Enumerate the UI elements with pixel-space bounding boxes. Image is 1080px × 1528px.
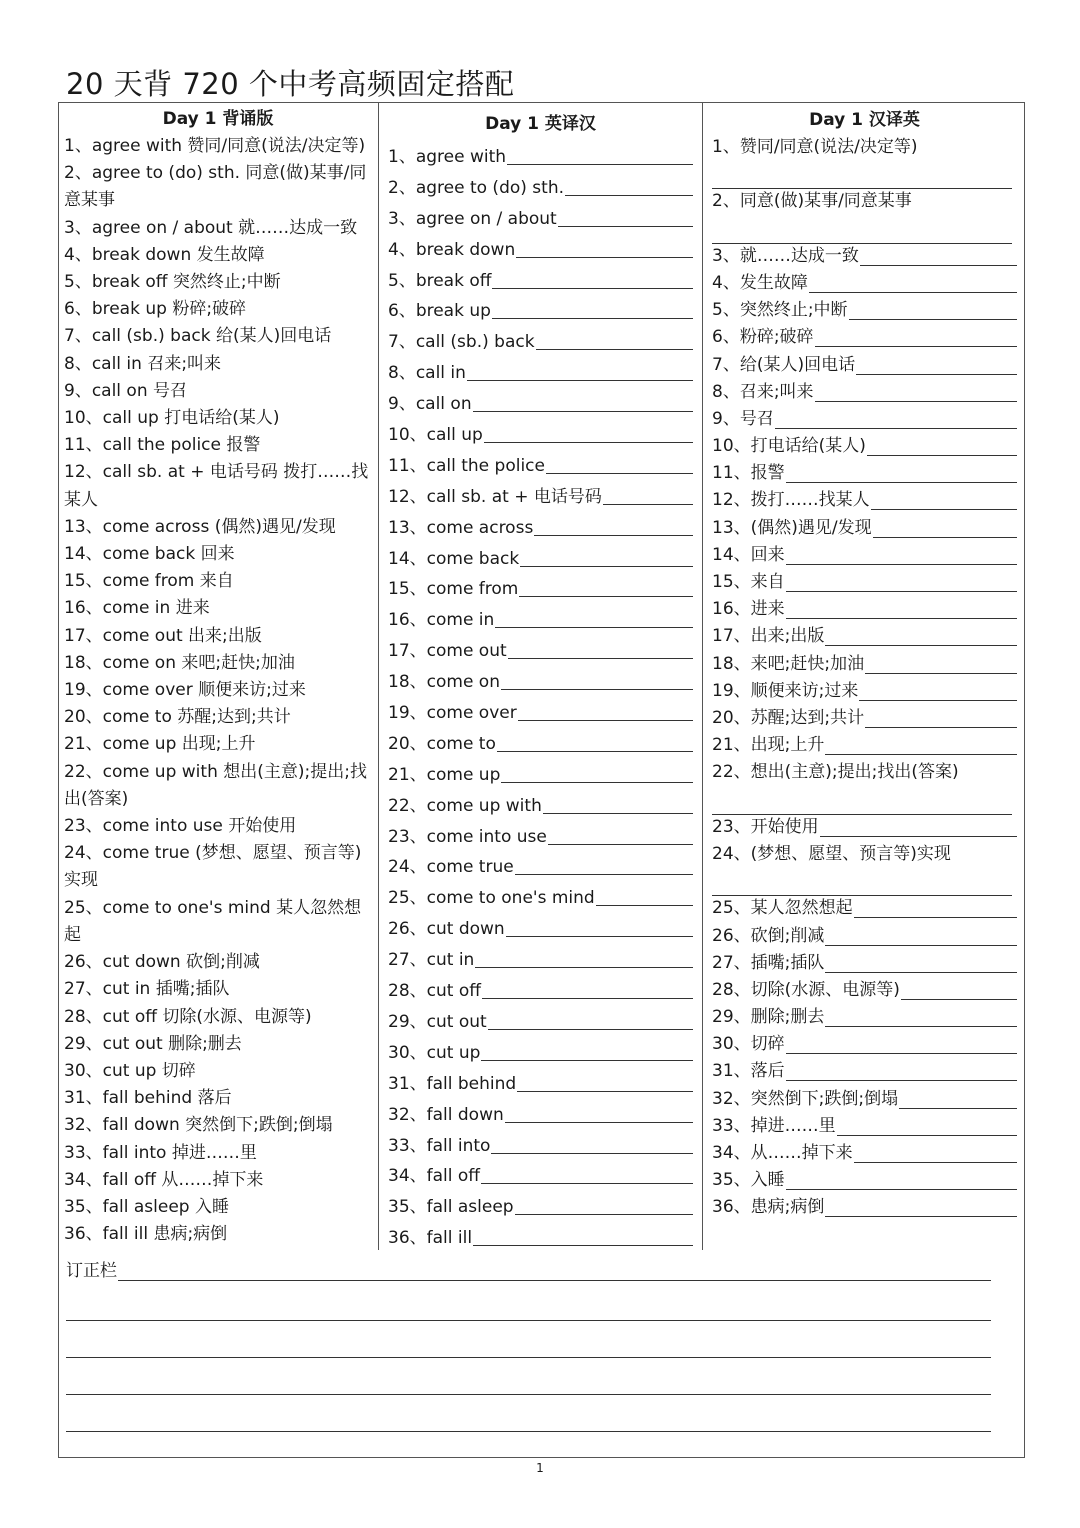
exercise-item (388, 791, 693, 822)
exercise-prompt: 3、agree on / about (388, 208, 557, 229)
exercise-prompt: 9、call on (388, 394, 472, 415)
exercise-item (712, 678, 1017, 705)
answer-blank[interactable] (712, 789, 1012, 815)
phrase-item: 32、fall down 突然倒下;跌倒;倒塌 (64, 1115, 333, 1136)
answer-blank[interactable] (515, 1192, 693, 1215)
phrase-item: 6、break up 粉碎;破碎 (64, 299, 247, 320)
page-number: 1 (536, 1461, 544, 1475)
exercise-item (712, 950, 1017, 977)
exercise-item (388, 1131, 693, 1162)
exercise-prompt: 36、fall ill (388, 1228, 473, 1249)
answer-blank[interactable] (825, 923, 1017, 946)
exercise-prompt: 19、come over (388, 703, 517, 724)
answer-blank[interactable] (825, 1194, 1017, 1217)
exercise-item (712, 1140, 1017, 1167)
answer-blank[interactable] (548, 822, 693, 845)
exercise-prompt: 29、删除;删去 (712, 1007, 825, 1028)
exercise-item (388, 513, 693, 544)
exercise-prompt: 28、切除(水源、电源等) (712, 979, 900, 1000)
exercise-prompt: 2、agree to (do) sth. (388, 177, 564, 198)
exercise-item (712, 1004, 1017, 1031)
phrase-item: 27、cut in 插嘴;插队 (64, 979, 230, 1000)
exercise-prompt: 12、call sb. at + 电话号码 (388, 486, 602, 507)
answer-blank[interactable] (501, 667, 693, 690)
exercise-item (712, 1167, 1017, 1194)
exercise-prompt: 5、突然终止;中断 (712, 300, 848, 321)
exercise-prompt: 13、(偶然)遇见/发现 (712, 517, 872, 538)
answer-blank[interactable] (856, 352, 1017, 375)
correction-blank[interactable] (66, 1284, 991, 1321)
column-heading: Day 1 汉译英 (809, 110, 920, 130)
exercise-item (388, 667, 693, 698)
exercise-item (388, 636, 693, 667)
answer-blank[interactable] (505, 1100, 693, 1123)
exercise-item (712, 324, 1017, 351)
exercise-prompt: 32、突然倒下;跌倒;倒塌 (712, 1088, 899, 1109)
exercise-item (712, 596, 1017, 623)
correction-section (66, 1258, 991, 1432)
exercise-item (388, 729, 693, 760)
answer-blank[interactable] (481, 1038, 693, 1061)
exercise-prompt: 5、break off (388, 270, 492, 291)
exercise-prompt: 7、call (sb.) back (388, 332, 535, 353)
answer-blank[interactable] (786, 1058, 1017, 1081)
exercise-prompt: 10、call up (388, 425, 483, 446)
answer-blank[interactable] (786, 542, 1017, 565)
exercise-item (712, 487, 1017, 514)
answer-blank[interactable] (491, 1131, 693, 1154)
exercise-item (712, 460, 1017, 487)
exercise-prompt: 23、开始使用 (712, 816, 819, 837)
exercise-prompt: 26、cut down (388, 919, 505, 940)
exercise-prompt: 25、某人忽然想起 (712, 898, 853, 919)
exercise-item (388, 883, 693, 914)
answer-blank[interactable] (492, 296, 693, 319)
phrase-item: 34、fall off 从……掉下来 (64, 1169, 264, 1190)
answer-blank[interactable] (536, 327, 693, 350)
phrase-item: 21、come up 出现;上升 (64, 734, 256, 755)
answer-blank[interactable] (825, 1004, 1017, 1027)
exercise-prompt: 17、出来;出版 (712, 626, 825, 647)
answer-blank[interactable] (482, 976, 693, 999)
exercise-prompt: 23、come into use (388, 826, 547, 847)
exercise-prompt: 33、fall into (388, 1135, 491, 1156)
answer-blank[interactable] (519, 574, 693, 597)
exercise-item (712, 732, 1017, 759)
exercise-item (712, 841, 1017, 895)
exercise-item (712, 1058, 1017, 1085)
answer-blank[interactable] (825, 732, 1017, 755)
answer-blank[interactable] (492, 266, 693, 289)
answer-blank[interactable] (467, 358, 693, 381)
exercise-item (388, 142, 693, 173)
exercise-item (712, 651, 1017, 678)
exercise-prompt: 8、call in (388, 363, 466, 384)
answer-blank[interactable] (515, 852, 693, 875)
answer-blank[interactable] (820, 814, 1017, 837)
exercise-item (388, 235, 693, 266)
answer-blank[interactable] (543, 791, 693, 814)
phrase-item: 31、fall behind 落后 (64, 1088, 232, 1109)
exercise-prompt: 3、就……达成一致 (712, 245, 859, 266)
phrase-item: 8、call in 召来;叫来 (64, 353, 222, 374)
answer-blank[interactable] (546, 451, 693, 474)
answer-blank[interactable] (899, 1086, 1017, 1109)
exercise-item (388, 266, 693, 297)
answer-blank[interactable] (481, 1161, 693, 1184)
exercise-item (712, 759, 1017, 813)
exercise-prompt: 11、call the police (388, 455, 545, 476)
exercise-item (712, 243, 1017, 270)
exercise-prompt: 24、(梦想、愿望、预言等)实现 (712, 843, 951, 864)
exercise-prompt: 20、苏醒;达到;共计 (712, 707, 865, 728)
column-heading: Day 1 英译汉 (485, 114, 596, 134)
exercise-item (712, 977, 1017, 1004)
exercise-item (712, 188, 1017, 242)
answer-blank[interactable] (712, 870, 1012, 896)
phrase-item: 5、break off 突然终止;中断 (64, 272, 281, 293)
answer-blank[interactable] (516, 235, 693, 258)
exercise-item (388, 327, 693, 358)
phrase-item: 23、come into use 开始使用 (64, 816, 297, 837)
exercise-item (388, 976, 693, 1007)
exercise-item (388, 945, 693, 976)
answer-blank[interactable] (837, 1113, 1017, 1136)
phrase-item: 35、fall asleep 入睡 (64, 1196, 229, 1217)
answer-blank[interactable] (867, 433, 1017, 456)
exercise-prompt: 21、出现;上升 (712, 735, 825, 756)
answer-blank[interactable] (475, 945, 693, 968)
exercise-item (388, 1223, 693, 1254)
phrase-item: 26、cut down 砍倒;削减 (64, 952, 260, 973)
exercise-item (388, 389, 693, 420)
exercise-prompt: 1、赞同/同意(说法/决定等) (712, 137, 918, 157)
answer-blank[interactable] (495, 605, 693, 628)
exercise-item (388, 914, 693, 945)
exercise-prompt: 26、砍倒;削减 (712, 925, 825, 946)
answer-blank[interactable] (775, 406, 1017, 429)
phrase-item: 15、come from 来自 (64, 571, 234, 592)
exercise-prompt: 7、给(某人)回电话 (712, 354, 856, 375)
answer-blank[interactable] (859, 678, 1017, 701)
correction-blank[interactable] (66, 1395, 991, 1432)
answer-blank[interactable] (518, 698, 693, 721)
phrase-item: 13、come across (偶然)遇见/发现 (64, 516, 336, 537)
exercise-item (388, 822, 693, 853)
answer-blank[interactable] (558, 204, 693, 227)
answer-blank[interactable] (534, 513, 693, 536)
exercise-item (712, 352, 1017, 379)
answer-blank[interactable] (596, 883, 693, 906)
phrase-item: 28、cut off 切除(水源、电源等) (64, 1006, 312, 1027)
exercise-item (712, 623, 1017, 650)
answer-blank[interactable] (507, 142, 693, 165)
exercise-prompt: 6、粉碎;破碎 (712, 327, 814, 348)
phrase-item: 18、come on 来吧;赶快;加油 (64, 652, 295, 673)
exercise-item (388, 574, 693, 605)
answer-blank[interactable] (473, 1223, 693, 1246)
exercise-item (388, 698, 693, 729)
answer-blank[interactable] (520, 544, 693, 567)
phrase-item: 7、call (sb.) back 给(某人)回电话 (64, 326, 332, 347)
answer-blank[interactable] (508, 636, 693, 659)
exercise-prompt: 30、切碎 (712, 1034, 785, 1055)
answer-blank[interactable] (497, 729, 693, 752)
correction-label: 订正栏 (66, 1261, 117, 1281)
answer-blank[interactable] (484, 420, 693, 443)
answer-blank[interactable] (873, 515, 1017, 538)
exercise-prompt: 4、break down (388, 239, 516, 260)
exercise-item (388, 204, 693, 235)
exercise-item (712, 705, 1017, 732)
exercise-prompt: 10、打电话给(某人) (712, 436, 866, 457)
exercise-item (388, 1007, 693, 1038)
exercise-item (388, 760, 693, 791)
exercise-prompt: 14、回来 (712, 544, 785, 565)
exercise-prompt: 31、落后 (712, 1061, 785, 1082)
exercise-prompt: 17、come out (388, 641, 507, 662)
en-to-zh-list (388, 142, 693, 1254)
exercise-prompt: 9、号召 (712, 408, 774, 429)
answer-blank[interactable] (712, 218, 1012, 244)
exercise-item (712, 1031, 1017, 1058)
answer-blank[interactable] (488, 1007, 693, 1030)
exercise-item (388, 296, 693, 327)
exercise-item (388, 1100, 693, 1131)
exercise-item (712, 1086, 1017, 1113)
correction-blank[interactable] (66, 1358, 991, 1395)
exercise-prompt: 34、fall off (388, 1166, 480, 1187)
exercise-prompt: 30、cut up (388, 1042, 481, 1063)
exercise-prompt: 28、cut off (388, 981, 481, 1002)
answer-blank[interactable] (473, 389, 693, 412)
correction-blank[interactable] (66, 1321, 991, 1358)
exercise-prompt: 32、fall down (388, 1104, 504, 1125)
phrase-item: 11、call the police 报警 (64, 435, 261, 456)
exercise-item (388, 173, 693, 204)
answer-blank[interactable] (786, 569, 1017, 592)
exercise-prompt: 6、break up (388, 301, 491, 322)
answer-blank[interactable] (517, 1069, 693, 1092)
exercise-item (388, 852, 693, 883)
exercise-prompt: 35、入睡 (712, 1170, 785, 1191)
answer-blank[interactable] (501, 760, 693, 783)
exercise-prompt: 35、fall asleep (388, 1197, 514, 1218)
phrase-item: 22、come up with 想出(主意);提出;找出(答案) (64, 761, 367, 809)
exercise-prompt: 20、come to (388, 733, 496, 754)
answer-blank[interactable] (786, 596, 1017, 619)
column-divider (378, 102, 379, 1250)
exercise-item (712, 1113, 1017, 1140)
exercise-item (388, 451, 693, 482)
zh-to-en-list (712, 134, 1017, 1222)
exercise-item (388, 482, 693, 513)
exercise-prompt: 36、患病;病倒 (712, 1197, 825, 1218)
page-title: 20 天背 720 个中考高频固定搭配 (66, 67, 515, 101)
phrase-item: 16、come in 进来 (64, 598, 210, 619)
phrase-item: 25、come to one's mind 某人忽然想起 (64, 897, 362, 945)
column-heading: Day 1 背诵版 (162, 109, 274, 129)
exercise-prompt: 2、同意(做)某事/同意某事 (712, 191, 912, 212)
answer-blank[interactable] (865, 651, 1017, 674)
exercise-item (388, 420, 693, 451)
answer-blank[interactable] (603, 482, 693, 505)
phrase-item: 36、fall ill 患病;病倒 (64, 1224, 228, 1245)
answer-blank[interactable] (809, 270, 1017, 293)
exercise-prompt: 22、想出(主意);提出;找出(答案) (712, 762, 959, 783)
answer-blank[interactable] (901, 977, 1017, 1000)
exercise-item (388, 544, 693, 575)
phrase-item: 12、call sb. at + 电话号码 拨打……找某人 (64, 462, 369, 510)
exercise-item (388, 605, 693, 636)
exercise-prompt: 33、掉进……里 (712, 1115, 836, 1136)
phrase-item: 1、agree with 赞同/同意(说法/决定等) (64, 136, 366, 156)
exercise-item (712, 814, 1017, 841)
exercise-prompt: 15、来自 (712, 572, 785, 593)
exercise-prompt: 29、cut out (388, 1011, 487, 1032)
exercise-item (712, 515, 1017, 542)
exercise-prompt: 19、顺便来访;过来 (712, 680, 859, 701)
exercise-prompt: 8、召来;叫来 (712, 381, 814, 402)
answer-blank[interactable] (825, 950, 1017, 973)
exercise-item (388, 358, 693, 389)
phrase-item: 9、call on 号召 (64, 380, 188, 401)
exercise-prompt: 31、fall behind (388, 1073, 517, 1094)
answer-blank[interactable] (865, 705, 1017, 728)
answer-blank[interactable] (825, 623, 1017, 646)
exercise-prompt: 14、come back (388, 548, 520, 569)
exercise-item (712, 1194, 1017, 1221)
exercise-item (388, 1069, 693, 1100)
correction-blank[interactable] (118, 1258, 991, 1281)
zh-to-en-column (712, 106, 1017, 1222)
answer-blank[interactable] (712, 163, 1012, 189)
exercise-prompt: 27、插嘴;插队 (712, 952, 825, 973)
exercise-item (712, 379, 1017, 406)
phrase-item: 30、cut up 切碎 (64, 1060, 196, 1081)
recite-column (64, 106, 372, 1248)
answer-blank[interactable] (565, 173, 693, 196)
exercise-item (712, 542, 1017, 569)
exercise-prompt: 24、come true (388, 857, 514, 878)
exercise-item (712, 433, 1017, 460)
answer-blank[interactable] (860, 243, 1017, 266)
answer-blank[interactable] (849, 297, 1017, 320)
phrase-item: 2、agree to (do) sth. 同意(做)某事/同意某事 (64, 163, 367, 211)
exercise-prompt: 16、come in (388, 610, 495, 631)
exercise-item (712, 569, 1017, 596)
phrase-item: 33、fall into 掉进……里 (64, 1142, 257, 1163)
exercise-prompt: 34、从……掉下来 (712, 1143, 853, 1163)
exercise-prompt: 25、come to one's mind (388, 888, 595, 909)
phrase-item: 19、come over 顺便来访;过来 (64, 680, 306, 701)
phrase-item: 24、come true (梦想、愿望、预言等)实现 (64, 843, 362, 891)
exercise-item (712, 134, 1017, 188)
answer-blank[interactable] (854, 895, 1017, 918)
answer-blank[interactable] (506, 914, 693, 937)
answer-blank[interactable] (815, 379, 1017, 402)
column-divider (702, 102, 703, 1250)
exercise-prompt: 13、come across (388, 517, 534, 538)
recite-list (64, 133, 372, 1248)
exercise-prompt: 22、come up with (388, 795, 542, 816)
exercise-item (712, 406, 1017, 433)
exercise-item (712, 895, 1017, 922)
answer-blank[interactable] (786, 1031, 1017, 1054)
exercise-prompt: 18、come on (388, 672, 500, 693)
exercise-prompt: 15、come from (388, 579, 519, 600)
exercise-prompt: 4、发生故障 (712, 272, 808, 293)
answer-blank[interactable] (786, 460, 1017, 483)
phrase-item: 29、cut out 删除;删去 (64, 1033, 242, 1054)
exercise-item (712, 923, 1017, 950)
exercise-prompt: 1、agree with (388, 147, 507, 167)
en-to-zh-column (388, 106, 693, 1254)
exercise-item (388, 1192, 693, 1223)
exercise-prompt: 16、进来 (712, 599, 785, 620)
answer-blank[interactable] (854, 1140, 1017, 1163)
exercise-prompt: 18、来吧;赶快;加油 (712, 653, 865, 674)
exercise-item (388, 1161, 693, 1192)
phrase-item: 4、break down 发生故障 (64, 244, 265, 265)
phrase-item: 3、agree on / about 就……达成一致 (64, 217, 358, 238)
answer-blank[interactable] (786, 1167, 1017, 1190)
exercise-prompt: 27、cut in (388, 950, 475, 971)
exercise-item (712, 270, 1017, 297)
exercise-item (388, 1038, 693, 1069)
phrase-item: 17、come out 出来;出版 (64, 625, 262, 646)
phrase-item: 10、call up 打电话给(某人) (64, 408, 280, 429)
exercise-prompt: 21、come up (388, 764, 501, 785)
exercise-prompt: 12、拨打……找某人 (712, 490, 870, 511)
phrase-item: 20、come to 苏醒;达到;共计 (64, 707, 291, 728)
exercise-prompt: 11、报警 (712, 463, 785, 484)
answer-blank[interactable] (871, 487, 1017, 510)
answer-blank[interactable] (815, 324, 1017, 347)
exercise-item (712, 297, 1017, 324)
phrase-item: 14、come back 回来 (64, 544, 235, 565)
